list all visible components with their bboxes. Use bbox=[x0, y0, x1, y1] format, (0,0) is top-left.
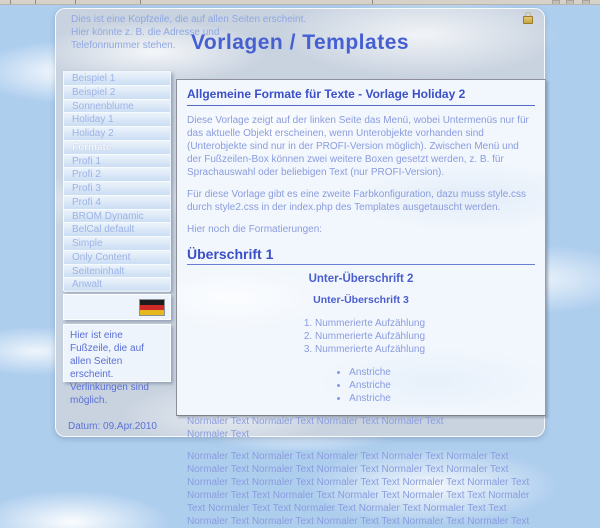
sidebar-item-formate[interactable]: Formate bbox=[64, 141, 170, 155]
language-box bbox=[63, 294, 171, 320]
sidebar-item-profi-2[interactable]: Profi 2 bbox=[64, 168, 170, 182]
padlock-icon[interactable] bbox=[523, 12, 534, 25]
sidebar-item-anwalt[interactable]: Anwalt bbox=[64, 278, 170, 292]
bullet-list-item: • Anstriche bbox=[349, 366, 391, 379]
browser-chrome-strip bbox=[0, 0, 600, 5]
main-content bbox=[176, 79, 546, 527]
sidebar-item-profi-1[interactable]: Profi 1 bbox=[64, 155, 170, 169]
chrome-divider bbox=[35, 0, 36, 4]
numbered-list bbox=[297, 317, 425, 356]
bullet-list-item: • Anstriche bbox=[349, 392, 391, 405]
chrome-icon bbox=[566, 0, 574, 4]
german-flag-icon[interactable] bbox=[139, 299, 165, 316]
content-paragraph-3: Hier noch die Formatierungen: bbox=[187, 224, 323, 235]
sidebar-item-simple[interactable]: Simple bbox=[64, 237, 170, 251]
chrome-icon bbox=[552, 0, 560, 4]
sidebar-footer-note: Hier ist eine Fußzeile, die auf allen Seiten erscheint. Verlinkungen sind möglich. bbox=[63, 324, 171, 382]
page-container bbox=[55, 8, 545, 527]
flag-stripe-gold bbox=[140, 310, 164, 315]
bullet-list bbox=[331, 366, 391, 405]
numbered-list-item: 1. Nummerierte Aufzählung bbox=[315, 317, 425, 330]
normal-text-long: Normaler Text Normaler Text Normaler Text Normaler Text Normaler Text Normaler Text Normaler Text Normaler Text Normaler Text Normaler Text Normaler Text Normaler Text Normaler Text Text Normaler Text Normaler Text Normaler Text Text Normaler Text Normaler Text Normaler Text Text Normaler Text Normaler Text Text Normaler Text Normaler Text Normaler Text Text Normaler Text Normaler Text Normaler Text Text Normaler Text Normaler Text bbox=[187, 451, 530, 527]
chrome-divider bbox=[75, 0, 76, 4]
numbered-list-item: 2. Nummerierte Aufzählung bbox=[315, 330, 425, 343]
subheading-3: Unter-Überschrift 3 bbox=[313, 294, 409, 306]
content-paragraph-1: Diese Vorlage zeigt auf der linken Seite das Menü, wobei Untermenüs nur für das aktuelle Objekt erscheinen, wenn Unterobjekte vorhanden sind (Unterobjekte sind nur in der PROFI-Version möglich). Zwischen Menü und der Fußzeilen-Box können zwei weitere Boxen gesetzt werden, z. B. für Sprachauswahl oder beliebigen Text (nur PROFI-Version). bbox=[187, 115, 529, 178]
sidebar-item-profi-4[interactable]: Profi 4 bbox=[64, 196, 170, 210]
chrome-icon bbox=[582, 0, 590, 4]
header-note-line: Telefonnummer stehen. bbox=[71, 40, 176, 51]
normal-text-short: Normaler Text Normaler Text Normaler Text Normaler Text Normaler Text bbox=[187, 416, 444, 440]
sidebar-item-seiteninhalt[interactable]: Seiteninhalt bbox=[64, 265, 170, 279]
padlock-body bbox=[523, 16, 533, 24]
content-paragraph-2: Für diese Vorlage gibt es eine zweite Farbkonfiguration, dazu muss style.css durch style2.css in der index.php des Templates ausgetauscht werden. bbox=[187, 189, 527, 213]
header-note-line: Hier könnte z. B. die Adresse und bbox=[71, 27, 220, 38]
numbered-list-item: 3. Nummerierte Aufzählung bbox=[315, 343, 425, 356]
page-footer-date: Datum: 09.Apr.2010 bbox=[68, 421, 157, 432]
subheading-2: Unter-Überschrift 2 bbox=[308, 273, 414, 285]
page-title: Vorlagen / Templates bbox=[190, 31, 410, 54]
content-title: Allgemeine Formate für Texte - Vorlage Holiday 2 bbox=[187, 88, 535, 106]
sidebar-item-beispiel-1[interactable]: Beispiel 1 bbox=[64, 72, 170, 86]
sidebar-item-holiday-1[interactable]: Holiday 1 bbox=[64, 113, 170, 127]
sidebar-item-beispiel-2[interactable]: Beispiel 2 bbox=[64, 86, 170, 100]
chrome-divider bbox=[10, 0, 11, 4]
bullet-list-item: • Anstriche bbox=[349, 379, 391, 392]
sidebar-item-holiday-2[interactable]: Holiday 2 bbox=[64, 127, 170, 141]
sidebar-item-sonnenblume[interactable]: Sonnenblume bbox=[64, 100, 170, 114]
sidebar-item-brom-dynamic[interactable]: BROM Dynamic bbox=[64, 210, 170, 224]
sidebar-item-belcal-default[interactable]: BelCal default bbox=[64, 223, 170, 237]
chrome-divider bbox=[372, 0, 373, 4]
sidebar-item-only-content[interactable]: Only Content bbox=[64, 251, 170, 265]
sidebar-menu bbox=[63, 71, 171, 291]
chrome-divider bbox=[140, 0, 141, 4]
heading-ueberschrift-1: Überschrift 1 bbox=[187, 248, 535, 265]
header-note-line: Dies ist eine Kopfzeile, die auf allen Seiten erscheint. bbox=[71, 14, 307, 25]
sidebar-item-profi-3[interactable]: Profi 3 bbox=[64, 182, 170, 196]
